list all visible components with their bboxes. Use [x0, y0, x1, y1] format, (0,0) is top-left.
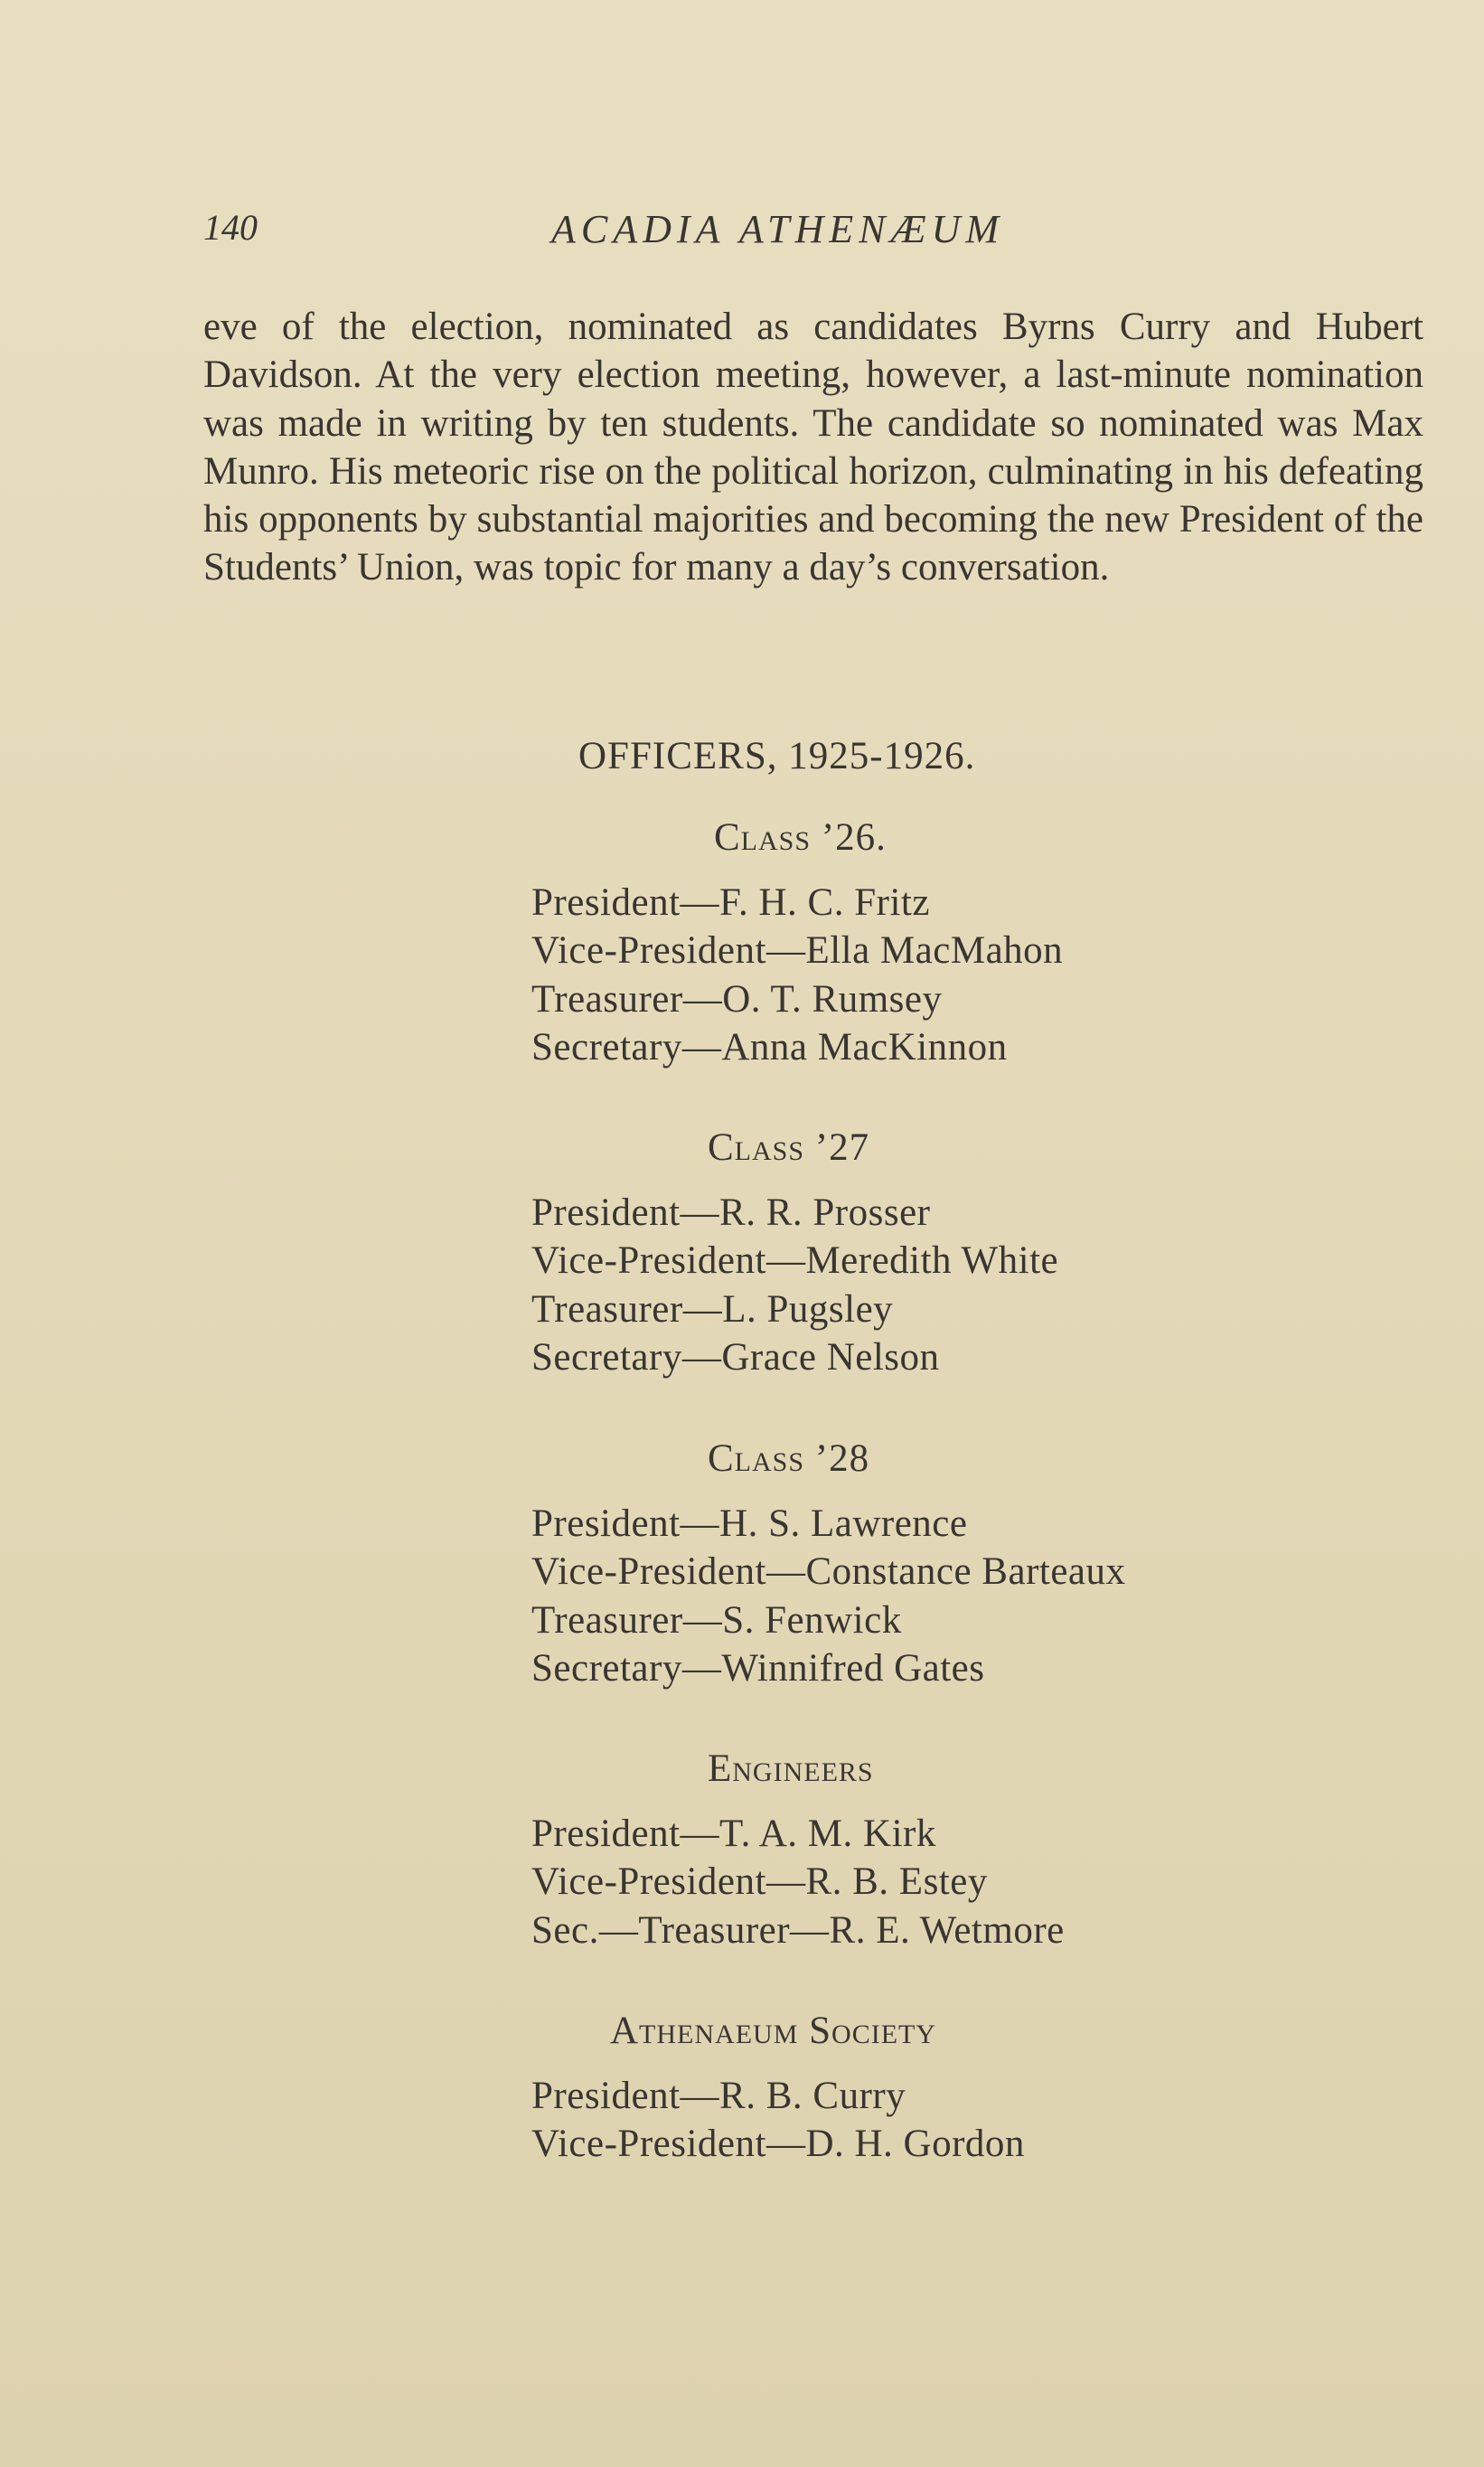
officer-list [531, 1189, 1058, 1381]
officer-entry: Vice-President—R. B. Estey [531, 1860, 988, 1904]
officer-entry: Vice-President—Ella MacMahon [531, 929, 1064, 973]
group-title: Engineers [708, 1747, 874, 1790]
officer-entry: President—R. B. Curry [531, 2075, 906, 2117]
officer-entry: Secretary—Grace Nelson [531, 1335, 940, 1379]
page-number: 140 [203, 207, 258, 248]
officer-entry: Vice-President—D. H. Gordon [531, 2123, 1025, 2166]
officer-entry: Sec.—Treasurer—R. E. Wetmore [531, 1908, 1065, 1952]
officer-entry: Secretary—Anna MacKinnon [531, 1025, 1008, 1069]
officer-entry: President—H. S. Lawrence [531, 1502, 968, 1545]
officer-list [531, 2072, 1025, 2169]
group-title: Class ’26. [714, 816, 887, 859]
officer-list [531, 1810, 1065, 1954]
officer-entry: Secretary—Winnifred Gates [531, 1646, 985, 1690]
group-title: Class ’28 [708, 1437, 870, 1480]
officer-list [531, 1500, 1126, 1692]
running-head [203, 206, 1423, 260]
officer-entry: Vice-President—Constance Barteaux [531, 1550, 1126, 1594]
officer-entry: Vice-President—Meredith White [531, 1239, 1059, 1283]
officer-list [531, 879, 1063, 1071]
officer-entry: Treasurer—S. Fenwick [531, 1598, 902, 1642]
officer-entry: President—R. R. Prosser [531, 1191, 931, 1234]
officer-entry: President—F. H. C. Fritz [531, 881, 930, 924]
officer-entry: Treasurer—O. T. Rumsey [531, 977, 943, 1021]
group-title: Athenaeum Society [610, 2010, 937, 2052]
intro-paragraph: eve of the election, nominated as candidates Byrns Curry and Hubert Davidson. At the very election meeting, however, a last-minute nomination was made in writing by ten students. The candidate so nominated was Max Munro. His meteoric rise on the political horizon, culminating in his defeating his opponents by substantial majorities and becoming the new President of the Students’ Union, was topic for many a day’s conversation. [203, 306, 1423, 589]
officer-entry: Treasurer—L. Pugsley [531, 1287, 894, 1331]
officers-heading: OFFICERS, 1925-1926. [578, 735, 976, 777]
group-title: Class ’27 [708, 1126, 870, 1169]
journal-title: ACADIA ATHENÆUM [551, 207, 1005, 251]
officer-entry: President—T. A. M. Kirk [531, 1813, 936, 1855]
